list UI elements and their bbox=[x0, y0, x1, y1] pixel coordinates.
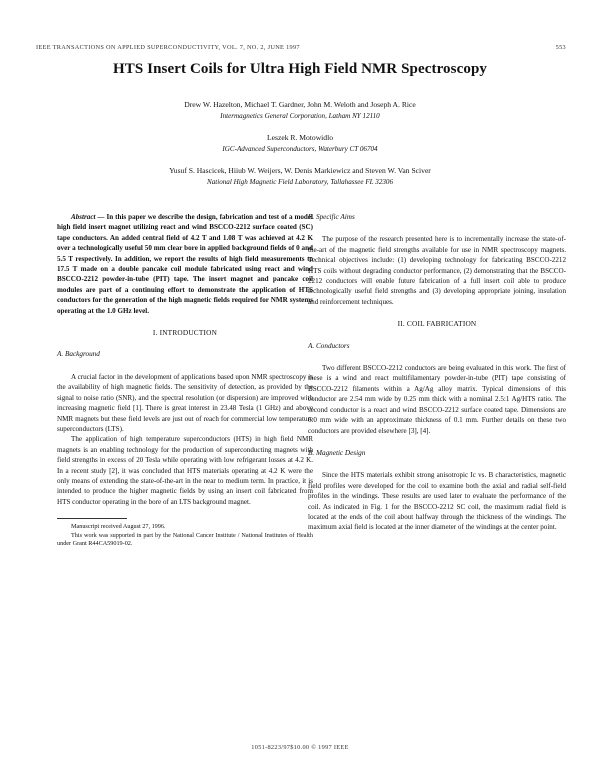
author-affiliation: National High Magnetic Field Laboratory, Tallahassee FL 32306 bbox=[206, 177, 394, 186]
footnote-divider bbox=[57, 518, 127, 519]
footnote-support: This work was supported in part by the National Cancer Institute / National Institutes of Health under Grant R44CA59019-02. bbox=[57, 531, 313, 548]
author-affiliation: Intermagnetics General Corporation, Latham NY 12110 bbox=[220, 111, 380, 120]
subsection-heading-magnetic-design: B. Magnetic Design bbox=[308, 448, 366, 457]
paper-title: HTS Insert Coils for Ultra High Field NMR Spectroscopy bbox=[113, 61, 487, 77]
page-number: 553 bbox=[555, 44, 566, 51]
body-paragraph: Since the HTS materials exhibit strong anisotropic Ic vs. B characteristics, magnetic field profiles were developed for the coil to examine both the axial and radial self-field profiles in the windings. These results are used later to evaluate the performance of the coil. As indicated in Fig. 1 for the BSCCO-2212 SC coil, the maximum radial field is located at the ends of the coil about halfway through the thickness of the windings. The maximum axial field is located at the inner diameter of the windings at the center point. bbox=[308, 471, 566, 532]
subsection-heading-background: A. Background bbox=[57, 350, 100, 359]
abstract bbox=[57, 212, 313, 316]
author-names: Leszek R. Motowidlo bbox=[266, 133, 333, 142]
section-heading-coil-fabrication: II. COIL FABRICATION bbox=[397, 319, 477, 329]
left-column bbox=[57, 212, 313, 549]
author-affiliation: IGC-Advanced Superconductors, Waterbury CT 06704 bbox=[222, 144, 378, 153]
copyright-code: 1051-8223/97$10.00 © 1997 IEEE bbox=[251, 744, 349, 751]
subsection-heading-conductors: A. Conductors bbox=[308, 341, 350, 350]
journal-name: IEEE TRANSACTIONS ON APPLIED SUPERCONDUCTIVITY, VOL. 7, NO. 2, JUNE 1997 bbox=[36, 44, 300, 51]
footnote-received: Manuscript received August 27, 1996. bbox=[71, 523, 166, 531]
body-paragraph: A crucial factor in the development of applications based upon NMR spectroscopy is the availability of high magnetic fields. The sensitivity of detection, as provided by the signal to noise ratio (SNR), and the spectral resolution (or dispersion) are improved with increasing magnetic field [1]. There is great interest in 23.48 Tesla (1 GHz) and above NMR magnets but these field levels are just out of reach for commercial low temperature superconductors (LTS). bbox=[57, 372, 313, 433]
abstract-text: In this paper we describe the design, fabrication and test of a model high field insert magnet utilizing react and wind BSCCO-2212 surface coated (SC) tape conductors. An added central field of 4.2 T and 1.08 T was achieved at 4.2 K over a technologically useful 50 mm clear bore in applied background fields of 0 and 5.5 T respectively. In addition, we report the results of high field measurements to 17.5 T made on a double pancake coil module fabricated using react and wind BSCCO-2212 powder-in-tube (PIT) tape. The insert magnet and pancake coil modules are part of a continuing effort to demonstrate the application of HTS conductors for the generation of the high magnetic fields required for NMR systems operating at the 1.0 GHz level. bbox=[57, 213, 313, 315]
section-heading-introduction: I. INTRODUCTION bbox=[152, 328, 218, 338]
body-paragraph: The application of high temperature superconductors (HTS) in high field NMR magnets is an enabling technology for the production of superconducting magnets with field strengths in excess of 20 Tesla while operating with low refrigerant losses at 4.2 K. In a recent study [2], it was concluded that HTS materials operating at 4.2 K were the only means of extending the state-of-the-art in the near to medium term. In practice, it is intended to produce the higher magnetic fields by using an insert coil fabricated from HTS conductor operating in the bore of an LTS background magnet. bbox=[57, 435, 313, 506]
body-paragraph: The purpose of the research presented here is to incrementally increase the state-of-the-art of the magnetic field strengths available for use in NMR spectroscopy magnets. Technical objectives include: (1) developing technology for fabricating BSCCO-2212 HTS coils without degrading conductor performance, (2) demonstrating that the BSCCO-2212 conductors will enable future fabrication of a full insert coil able to produce technologically useful field strengths and (3) developing appropriate joining, insulation and reinforcement techniques. bbox=[308, 235, 566, 306]
running-head bbox=[36, 44, 566, 51]
abstract-lead: Abstract — bbox=[71, 213, 105, 221]
author-names: Drew W. Hazelton, Michael T. Gardner, John M. Weloth and Joseph A. Rice bbox=[184, 100, 416, 109]
body-paragraph: Two different BSCCO-2212 conductors are being evaluated in this work. The first of these is a wind and react multifilamentary powder-in-tube (PIT) tape consisting of BSCCO-2212 filaments within a Ag/Ag alloy matrix. Typical dimensions of this conductor are 2.54 mm wide by 0.25 mm thick with a nominal 2.5:1 Ag/HTS ratio. The second conductor is a react and wind BSCCO-2212 surface coated tape. Dimensions are 6.0 mm wide with an approximate thickness of 0.1 mm. Further details on these two conductors are provided elsewhere [3], [4]. bbox=[308, 364, 566, 435]
author-names: Yusuf S. Hascicek, Hiiub W. Weijers, W. Denis Markiewicz and Steven W. Van Sciver bbox=[169, 166, 431, 175]
subsection-heading-specific-aims: B. Specific Aims bbox=[308, 213, 355, 221]
footnotes bbox=[57, 523, 313, 549]
author-block bbox=[0, 100, 600, 187]
right-column bbox=[308, 212, 566, 533]
